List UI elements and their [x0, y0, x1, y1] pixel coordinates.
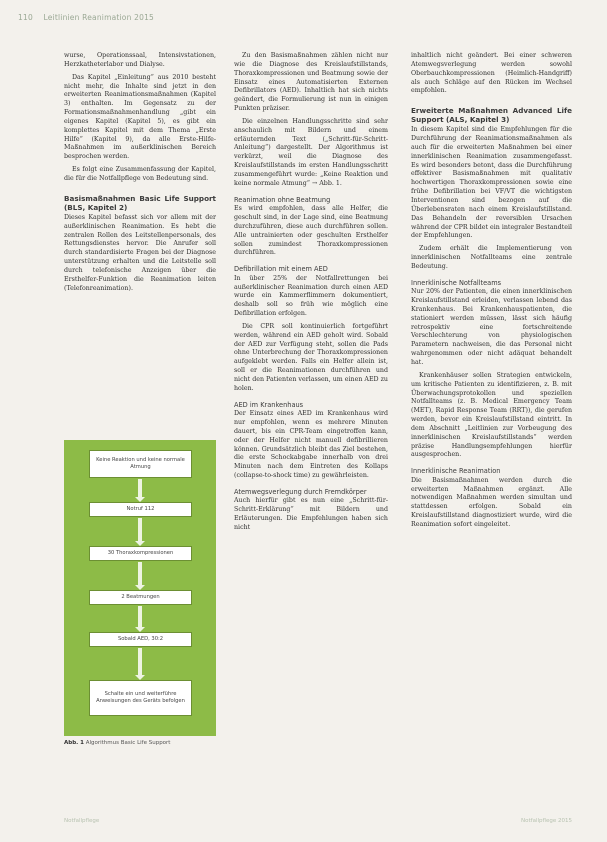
paragraph: wurse, Operationssaal, Intensivstationen, Herzkatheterlabor und Dialyse. [64, 52, 216, 68]
flow-arrow [138, 479, 142, 498]
subheading-inhospital-resuscitation: Innerklinische Reanimation [411, 467, 501, 476]
subheading-airway-obstruction: Atemwegsverlegung durch Fremdkörper [234, 487, 367, 496]
flow-step-no-response: Keine Reaktion und keine normale Atmung [89, 450, 192, 478]
paragraph: Die CPR soll kontinuierlich fortgeführt werden, während ein AED geholt wird. Sobald der AED zur Verfügung steht, sollen die Pads ohne Unterbrechung der Thoraxkompressionen aufgeklebt werden. Falls ein Helfer allein ist, soll er die Reanimationen durchführen und nicht den Patienten verlassen, um einen AED zu holen. [234, 322, 388, 392]
paragraph: Es wird empfohlen, dass alle Helfer, die geschult sind, in der Lage sind, eine Beatmung durchzuführen, diese auch durchführen sollen. Alle untrainierten oder geschulten Ersthelfer sollen zumindest Thoraxkompressionen durchführen. [234, 205, 388, 257]
section-heading-bls: Basismaßnahmen Basic Life Support (BLS, Kapitel 2) [64, 193, 216, 212]
figure-caption-text: Algorithmus Basic Life Support [85, 740, 171, 746]
paragraph: Auch hierfür gibt es nun eine „Schritt-für-Schritt-Erklärung“ mit Bildern und Erläuterungen. Die Empfehlungen haben sich nicht [234, 497, 388, 531]
paragraph: Krankenhäuser sollen Strategien entwickeln, um kritische Patienten zu identifizieren, z. B. mit Überwachungsprotokollen und speziellen Notfallteams (z. B. Medical Emergency Team (MET), Rapid Response Team (RRT)), die gerufen werden, bevor ein Kreislaufstillstand eintritt. In dem Abschnitt „Leitlinien zur Vorbeugung des innerklinischen Kreislaufstillstands“ werden präzise Handlungsempfehlungen hierfür ausgesprochen. [411, 371, 572, 459]
text-column-1 [64, 52, 216, 297]
paragraph: Dieses Kapitel befasst sich vor allem mit der außerklinischen Reanimation. Es hebt die zentralen Rollen des Leitstellenpersonals, des Rettungsdienstes hervor. Die Anrufer soll durch standardisierte Fragen bei der Diagnose unterstützung erhalten und die Leitstelle soll durch telefonische Anzeigen über die Ersthelfer-Funktion die Reanimation leiten (Telefonreanimation). [64, 213, 216, 292]
text-column-3 [411, 52, 572, 534]
paragraph: Es folgt eine Zusammenfassung der Kapitel, die für die Notfallpflege von Bedeutung sind. [64, 166, 216, 182]
text-column-2 [234, 52, 388, 537]
flow-arrow [138, 562, 142, 586]
footer-right: Notfallpflege 2015 [521, 818, 572, 824]
paragraph: inhaltlich nicht geändert. Bei einer schweren Atemwegsverlegung werden sowohl Oberbauchkompressionen (Heimlich-Handgriff) als auch Schläge auf den Rücken im Wechsel empfohlen. [411, 52, 572, 95]
paragraph: Die einzelnen Handlungsschritte sind sehr anschaulich mit Bildern und einem erläuternden Text („Schritt-für-Schritt-Anleitung“) dargestellt. Der Algorithmus ist verkürzt, weil die Diagnose des Kreislaufstillstands im ersten Handlungsschritt zusammengeführt wurde: „Keine Reaktion und keine normale Atmung“ → Abb. 1. [234, 117, 388, 187]
flow-step-ventilations: 2 Beatmungen [89, 590, 192, 605]
bls-algorithm-figure [64, 440, 216, 736]
paragraph: Zudem erhält die Implementierung von innerklinischen Notfallteams eine zentrale Bedeutung. [411, 245, 572, 270]
flow-arrow [138, 648, 142, 676]
flow-step-call: Notruf 112 [89, 502, 192, 517]
running-title: Leitlinien Reanimation 2015 [43, 13, 155, 22]
flow-arrow [138, 518, 142, 542]
flow-step-follow-device: Schalte ein und weiterführe Anweisungen des Geräts befolgen [89, 680, 192, 716]
flow-step-compressions: 30 Thoraxkompressionen [89, 546, 192, 561]
paragraph: Zu den Basismaßnahmen zählen nicht nur wie die Diagnose des Kreislaufstillstands, Thoraxkompressionen und Beatmung sowie der Einsatz eines Automatisierten Externen Defibrillators (AED). Inhaltlich hat sich nichts geändert, die Formulierung ist nun in einigen Punkten präziser. [234, 52, 388, 113]
subheading-aed-hospital: AED im Krankenhaus [234, 400, 304, 409]
subheading-inhospital-teams: Innerklinische Notfallteams [411, 278, 502, 287]
figure-label: Abb. 1 [64, 740, 84, 746]
page-number: 110 [18, 13, 33, 22]
subheading-aed-defibrillation: Defibrillation mit einem AED [234, 265, 328, 274]
paragraph: In über 25% der Notfallrettungen bei außerklinischer Reanimation durch einen AED wurde ein Kammerflimmern dokumentiert, deshalb soll so früh wie möglich eine Defibrillation erfolgen. [234, 274, 388, 318]
flow-arrow [138, 606, 142, 628]
section-heading-als: Erweiterte Maßnahmen Advanced Life Support (ALS, Kapitel 3) [411, 106, 572, 125]
subheading-cpr-without-ventilation: Reanimation ohne Beatmung [234, 195, 331, 204]
paragraph: Das Kapitel „Einleitung“ aus 2010 besteht nicht mehr, die Inhalte sind jetzt in den erweiterten Reanimationsmaßnahmen (Kapitel 3) enthalten. Im Gegensatz zu der Formationsmaßnahmenhandlung „gibt ein eigenes Kapitel (Kapitel 5), es gibt ein komplettes Kapitel mit dem Thema „Erste Hilfe“ (Kapitel 9), da alle Erste-Hilfe-Maßnahmen im außerklinischen Bereich besprochen werden. [64, 73, 216, 161]
flow-step-aed: Sobald AED, 30:2 [89, 632, 192, 647]
paragraph: Nur 20% der Patienten, die einen innerklinischen Kreislaufstillstand erleiden, verlassen lebend das Krankenhaus. Bei Krankenhauspatienten, die stationiert werden müssen, lässt sich häufig retrospektiv eine fortschreitende Verschlechterung von physiologischen Parametern nachweisen, die das Personal nicht wahrgenommen oder nicht adäquat behandelt hat. [411, 288, 572, 366]
paragraph: Die Basismaßnahmen werden durch die erweiterten Maßnahmen ergänzt. Alle notwendigen Maßnahmen werden simultan und stattdessen erfolgen. Sobald ein Kreislaufstillstand diagnostiziert wurde, wird die Reanimation sofort eingeleitet. [411, 476, 572, 528]
paragraph: Der Einsatz eines AED im Krankenhaus wird nur empfohlen, wenn es mehrere Minuten dauert, bis ein CPR-Team eingetroffen kann, oder der Helfer nicht manuell defibrillieren können. Grundsätzlich bleibt das Ziel bestehen, die erste Schockabgabe innerhalb von drei Minuten nach dem Eintreten des Kollaps (collapse-to-shock time) zu gewährleisten. [234, 410, 388, 480]
paragraph: In diesem Kapitel sind die Empfehlungen für die Durchführung der Reanimationsmaßnahmen als auch für die erweiterten Maßnahmen bei einer innerklinischen Reanimation zusammengefasst. Es wird besonders betont, dass die Durchführung effektiver Basismaßnahmen mit qualitativ hochwertigen Thoraxkompressionen sowie eine frühe Defibrillation bei VF/VT die wichtigsten Interventionen sind bezogen auf die Überlebensraten nach einem Kreislaufstillstand. Das Behandeln der reversiblen Ursachen während der CPR bildet ein integraler Bestandteil der Empfehlungen. [411, 126, 572, 240]
footer-left: Notfallpflege [64, 818, 100, 824]
page-header [18, 13, 587, 22]
figure-caption [64, 740, 216, 746]
